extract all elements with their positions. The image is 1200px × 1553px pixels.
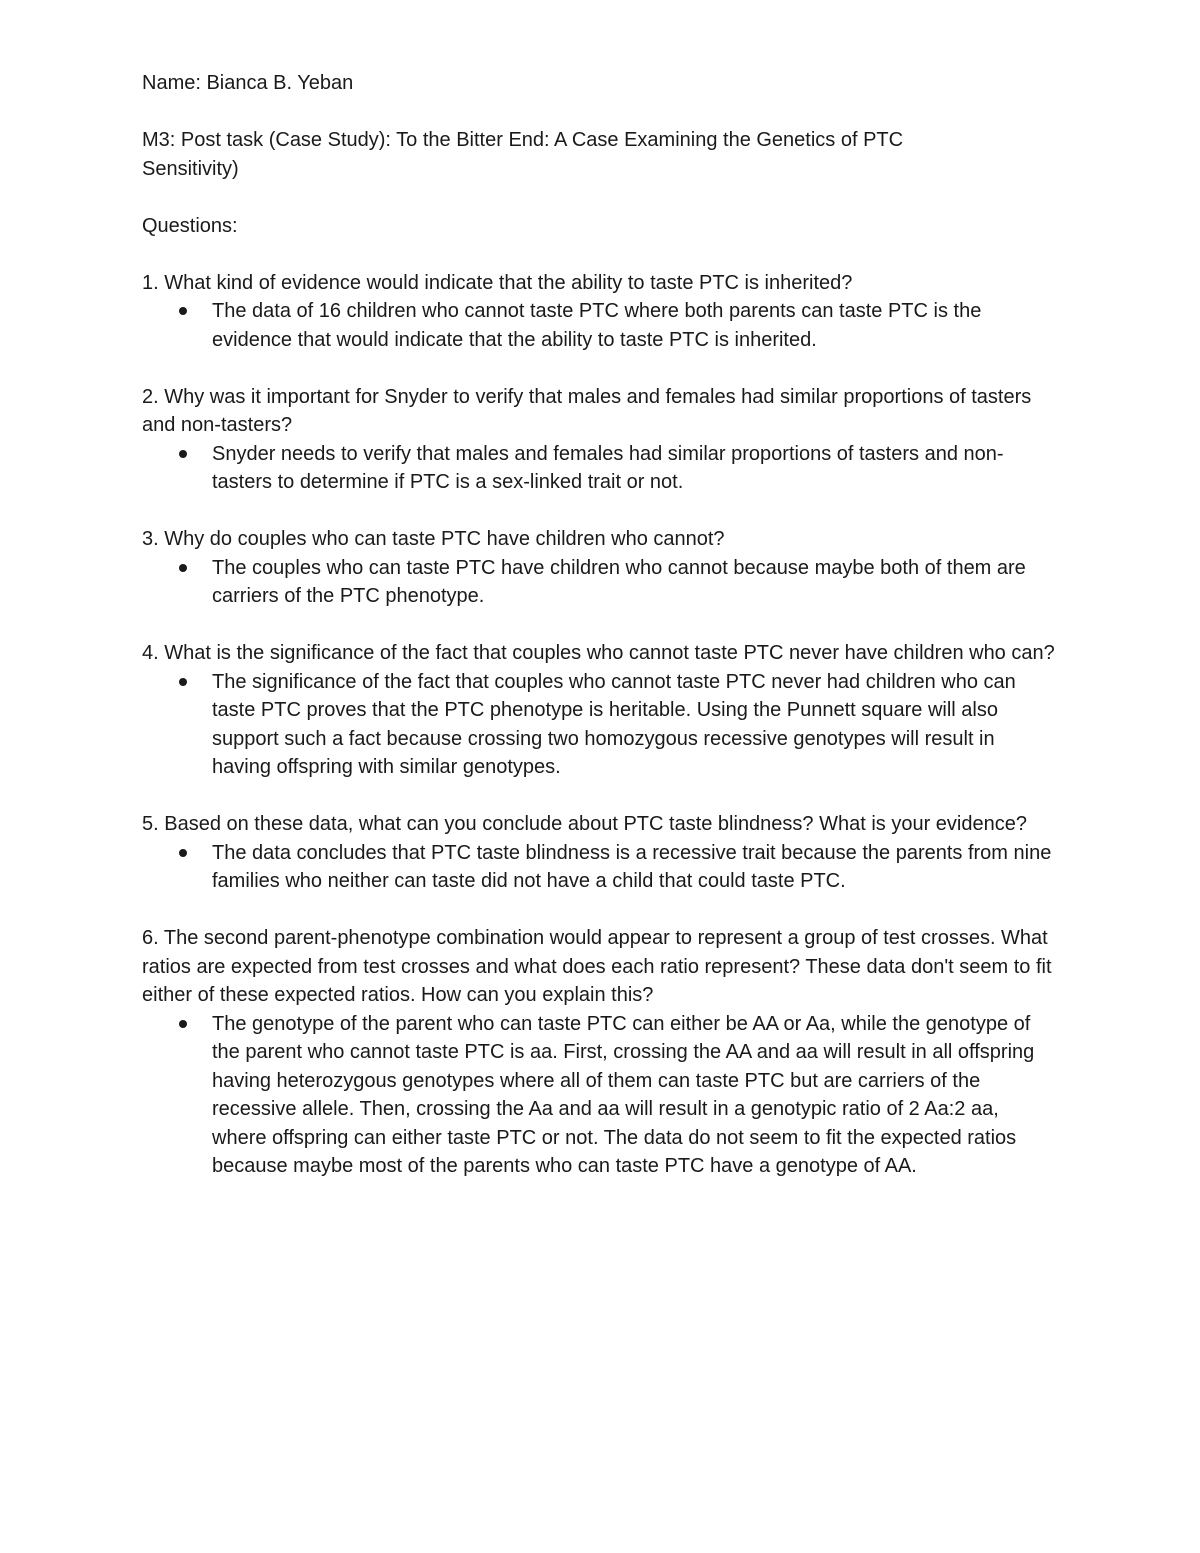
- document-title: M3: Post task (Case Study): To the Bitter End: A Case Examining the Genetics of PTC Sensitivity): [142, 129, 904, 180]
- answer-item: [142, 1010, 1057, 1181]
- questions-heading: Questions:: [142, 214, 238, 237]
- answer-text: The data concludes that PTC taste blindness is a recessive trait because the parents from nine families who neither can taste did not have a child that could taste PTC.: [212, 841, 1052, 892]
- answer-text: The significance of the fact that couples who cannot taste PTC never had children who can taste PTC proves that the PTC phenotype is heritable. Using the Punnett square will also support such a fact because crossing two homozygous recessive genotypes will result in having offspring with similar genotypes.: [212, 670, 1016, 778]
- question-block-5: [142, 810, 1067, 896]
- answer-text: The couples who can taste PTC have children who cannot because maybe both of them are carriers of the PTC phenotype.: [212, 556, 1026, 607]
- question-block-2: [142, 383, 1067, 497]
- bullet-icon: [179, 450, 187, 458]
- document-body: [142, 69, 1067, 1209]
- bullet-icon: [179, 849, 187, 857]
- question-text: 4. What is the significance of the fact that couples who cannot taste PTC never have children who can?: [142, 642, 1055, 664]
- question-block-3: [142, 525, 1067, 611]
- bullet-icon: [179, 307, 187, 315]
- question-block-1: [142, 269, 1067, 355]
- answer-item: [142, 554, 1057, 611]
- question-text: 1. What kind of evidence would indicate that the ability to taste PTC is inherited?: [142, 271, 853, 294]
- answer-item: [142, 297, 1057, 354]
- bullet-icon: [179, 678, 187, 686]
- bullet-icon: [179, 564, 187, 572]
- student-name: Name: Bianca B. Yeban: [142, 72, 354, 94]
- question-text: 5. Based on these data, what can you conclude about PTC taste blindness? What is your evidence?: [142, 813, 1027, 835]
- answer-text: The genotype of the parent who can taste PTC can either be AA or Aa, while the genotype of the parent who cannot taste PTC is aa. First, crossing the AA and aa will result in all offspring having heterozygous genotypes where all of them can taste PTC but are carriers of the recessive allele. Then, crossing the Aa and aa will result in a genotypic ratio of 2 Aa:2 aa, where offspring can either taste PTC or not. The data do not seem to fit the expected ratios because maybe most of the parents who can taste PTC have a genotype of AA.: [212, 1012, 1035, 1177]
- question-block-4: [142, 639, 1067, 782]
- question-text: 3. Why do couples who can taste PTC have children who cannot?: [142, 528, 725, 550]
- question-text: 6. The second parent-phenotype combination would appear to represent a group of test crosses. What ratios are expected from test crosses and what does each ratio represent? These data don't seem to fit either of these expected ratios. How can you explain this?: [142, 927, 1052, 1006]
- bullet-icon: [179, 1020, 187, 1028]
- question-block-6: [142, 924, 1067, 1181]
- answer-item: [142, 668, 1057, 782]
- answer-text: The data of 16 children who cannot taste PTC where both parents can taste PTC is the evidence that would indicate that the ability to taste PTC is inherited.: [212, 300, 982, 351]
- answer-item: [142, 440, 1057, 497]
- question-text: 2. Why was it important for Snyder to verify that males and females had similar proportions of tasters and non-tasters?: [142, 385, 1032, 436]
- answer-text: Snyder needs to verify that males and females had similar proportions of tasters and non-tasters to determine if PTC is a sex-linked trait or not.: [212, 442, 1004, 493]
- answer-item: [142, 839, 1057, 896]
